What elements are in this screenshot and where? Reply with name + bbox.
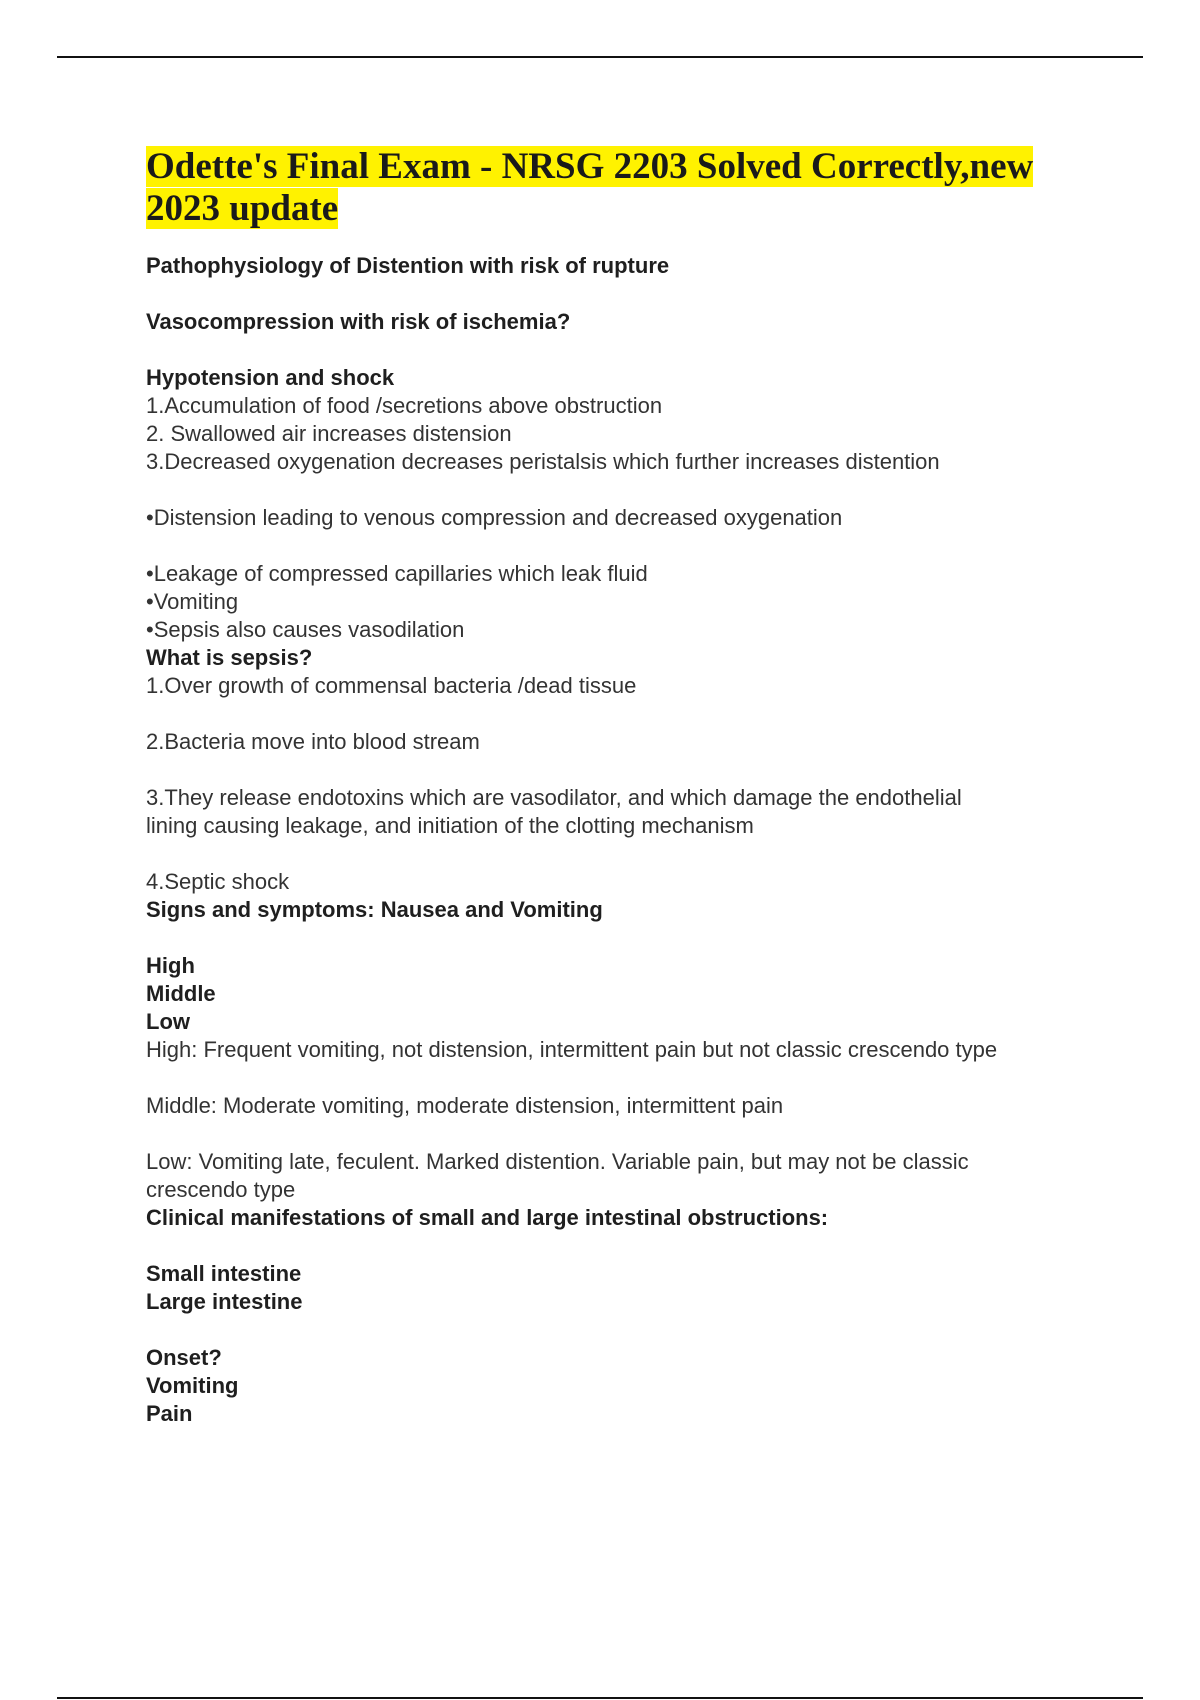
- heading-signs-symptoms: Signs and symptoms: Nausea and Vomiting: [146, 897, 603, 922]
- label-middle: Middle: [146, 981, 216, 1006]
- list-item: 3.They release endotoxins which are vasodilator, and which damage the endothelial: [146, 785, 962, 810]
- label-small-intestine: Small intestine: [146, 1261, 302, 1286]
- list-item-continued: lining causing leakage, and initiation of the clotting mechanism: [146, 813, 754, 838]
- bullet-item: •Vomiting: [146, 589, 239, 614]
- heading-sepsis: What is sepsis?: [146, 645, 313, 670]
- document-body: [146, 146, 1106, 1428]
- label-high: High: [146, 953, 195, 978]
- notes-section: [146, 252, 1106, 1428]
- label-pain: Pain: [146, 1401, 193, 1426]
- list-item: 4.Septic shock: [146, 869, 290, 894]
- list-item: 3.Decreased oxygenation decreases peristalsis which further increases distention: [146, 449, 940, 474]
- title-line-1: Odette's Final Exam - NRSG 2203 Solved Correctly,new: [146, 146, 1034, 187]
- label-onset: Onset?: [146, 1345, 222, 1370]
- list-item: 1.Over growth of commensal bacteria /dead tissue: [146, 673, 637, 698]
- title-line-2: 2023 update: [146, 188, 339, 229]
- description-low-continued: crescendo type: [146, 1177, 296, 1202]
- list-item: 2. Swallowed air increases distension: [146, 421, 512, 446]
- label-vomiting: Vomiting: [146, 1373, 239, 1398]
- heading-hypotension: Hypotension and shock: [146, 365, 395, 390]
- bullet-item: •Leakage of compressed capillaries which leak fluid: [146, 561, 648, 586]
- label-low: Low: [146, 1009, 190, 1034]
- heading-pathophysiology: Pathophysiology of Distention with risk of rupture: [146, 253, 670, 278]
- bullet-item: •Distension leading to venous compression and decreased oxygenation: [146, 505, 843, 530]
- top-rule: [57, 56, 1143, 58]
- description-high: High: Frequent vomiting, not distension, intermittent pain but not classic crescendo type: [146, 1037, 998, 1062]
- bullet-item: •Sepsis also causes vasodilation: [146, 617, 465, 642]
- bottom-rule: [57, 1697, 1143, 1699]
- description-middle: Middle: Moderate vomiting, moderate distension, intermittent pain: [146, 1093, 784, 1118]
- heading-vasocompression: Vasocompression with risk of ischemia?: [146, 309, 571, 334]
- heading-clinical-manifestations: Clinical manifestations of small and large intestinal obstructions:: [146, 1205, 829, 1230]
- label-large-intestine: Large intestine: [146, 1289, 303, 1314]
- list-item: 2.Bacteria move into blood stream: [146, 729, 480, 754]
- description-low: Low: Vomiting late, feculent. Marked distention. Variable pain, but may not be classic: [146, 1149, 969, 1174]
- list-item: 1.Accumulation of food /secretions above obstruction: [146, 393, 663, 418]
- document-title: [146, 146, 1106, 230]
